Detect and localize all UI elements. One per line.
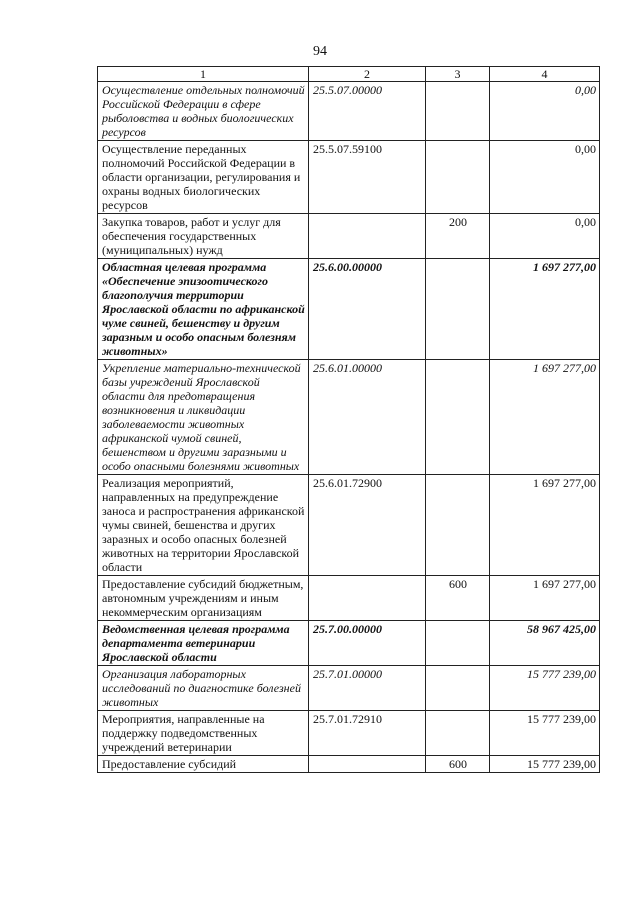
row-code-cell — [309, 214, 426, 259]
row-type-cell — [426, 82, 490, 141]
row-name-cell: Ведомственная целевая программа департамента ветеринарии Ярославской области — [98, 621, 309, 666]
row-name-cell: Осуществление переданных полномочий Российской Федерации в области организации, регулирования и охраны водных биологических ресурсов — [98, 141, 309, 214]
row-type-cell — [426, 475, 490, 576]
row-name-cell: Мероприятия, направленные на поддержку подведомственных учреждений ветеринарии — [98, 711, 309, 756]
table-header-row — [98, 67, 600, 82]
row-type-cell — [426, 621, 490, 666]
row-code-cell: 25.7.00.00000 — [309, 621, 426, 666]
row-name-cell: Предоставление субсидий бюджетным, автономным учреждениям и иным некоммерческим организациям — [98, 576, 309, 621]
table-row — [98, 666, 600, 711]
row-amount-cell: 0,00 — [490, 214, 600, 259]
table-row — [98, 259, 600, 360]
row-type-cell — [426, 141, 490, 214]
row-amount-cell: 0,00 — [490, 82, 600, 141]
column-header-3: 3 — [426, 67, 490, 82]
table-row — [98, 621, 600, 666]
row-code-cell: 25.6.01.72900 — [309, 475, 426, 576]
row-type-cell: 600 — [426, 576, 490, 621]
row-type-cell — [426, 666, 490, 711]
row-type-cell — [426, 360, 490, 475]
row-name-cell: Закупка товаров, работ и услуг для обеспечения государственных (муниципальных) нужд — [98, 214, 309, 259]
table-row — [98, 711, 600, 756]
row-type-cell: 600 — [426, 756, 490, 773]
row-code-cell — [309, 756, 426, 773]
row-name-cell: Областная целевая программа «Обеспечение эпизоотического благополучия территории Ярославской области по африканской чуме свиней, бешенству и другим заразным и особо опасным болезням животных» — [98, 259, 309, 360]
table-row — [98, 82, 600, 141]
table-row — [98, 756, 600, 773]
row-code-cell: 25.6.01.00000 — [309, 360, 426, 475]
page-number: 94 — [313, 44, 327, 59]
row-amount-cell: 15 777 239,00 — [490, 666, 600, 711]
row-code-cell — [309, 576, 426, 621]
row-amount-cell: 0,00 — [490, 141, 600, 214]
row-amount-cell: 15 777 239,00 — [490, 756, 600, 773]
table-row — [98, 475, 600, 576]
row-amount-cell: 1 697 277,00 — [490, 475, 600, 576]
column-header-2: 2 — [309, 67, 426, 82]
table-row — [98, 576, 600, 621]
budget-table — [97, 66, 600, 773]
row-amount-cell: 1 697 277,00 — [490, 259, 600, 360]
row-amount-cell: 1 697 277,00 — [490, 360, 600, 475]
row-name-cell: Укрепление материально-технической базы учреждений Ярославской области для предотвращения возникновения и ликвидации заболеваемости животных африканской чумой свиней, бешенством и другими заразными и особо опасными болезнями животных — [98, 360, 309, 475]
column-header-4: 4 — [490, 67, 600, 82]
row-code-cell: 25.5.07.00000 — [309, 82, 426, 141]
row-name-cell: Реализация мероприятий, направленных на предупреждение заноса и распространения африканской чумы свиней, бешенства и других заразных и особо опасных болезней животных на территории Ярославской области — [98, 475, 309, 576]
table-row — [98, 214, 600, 259]
row-amount-cell: 58 967 425,00 — [490, 621, 600, 666]
row-name-cell: Предоставление субсидий — [98, 756, 309, 773]
row-name-cell: Осуществление отдельных полномочий Российской Федерации в сфере рыболовства и водных биологических ресурсов — [98, 82, 309, 141]
row-type-cell — [426, 711, 490, 756]
row-amount-cell: 1 697 277,00 — [490, 576, 600, 621]
row-code-cell: 25.7.01.72910 — [309, 711, 426, 756]
column-header-1: 1 — [98, 67, 309, 82]
row-code-cell: 25.5.07.59100 — [309, 141, 426, 214]
table-row — [98, 360, 600, 475]
row-code-cell: 25.7.01.00000 — [309, 666, 426, 711]
row-type-cell — [426, 259, 490, 360]
row-amount-cell: 15 777 239,00 — [490, 711, 600, 756]
row-type-cell: 200 — [426, 214, 490, 259]
row-name-cell: Организация лабораторных исследований по диагностике болезней животных — [98, 666, 309, 711]
row-code-cell: 25.6.00.00000 — [309, 259, 426, 360]
table-row — [98, 141, 600, 214]
